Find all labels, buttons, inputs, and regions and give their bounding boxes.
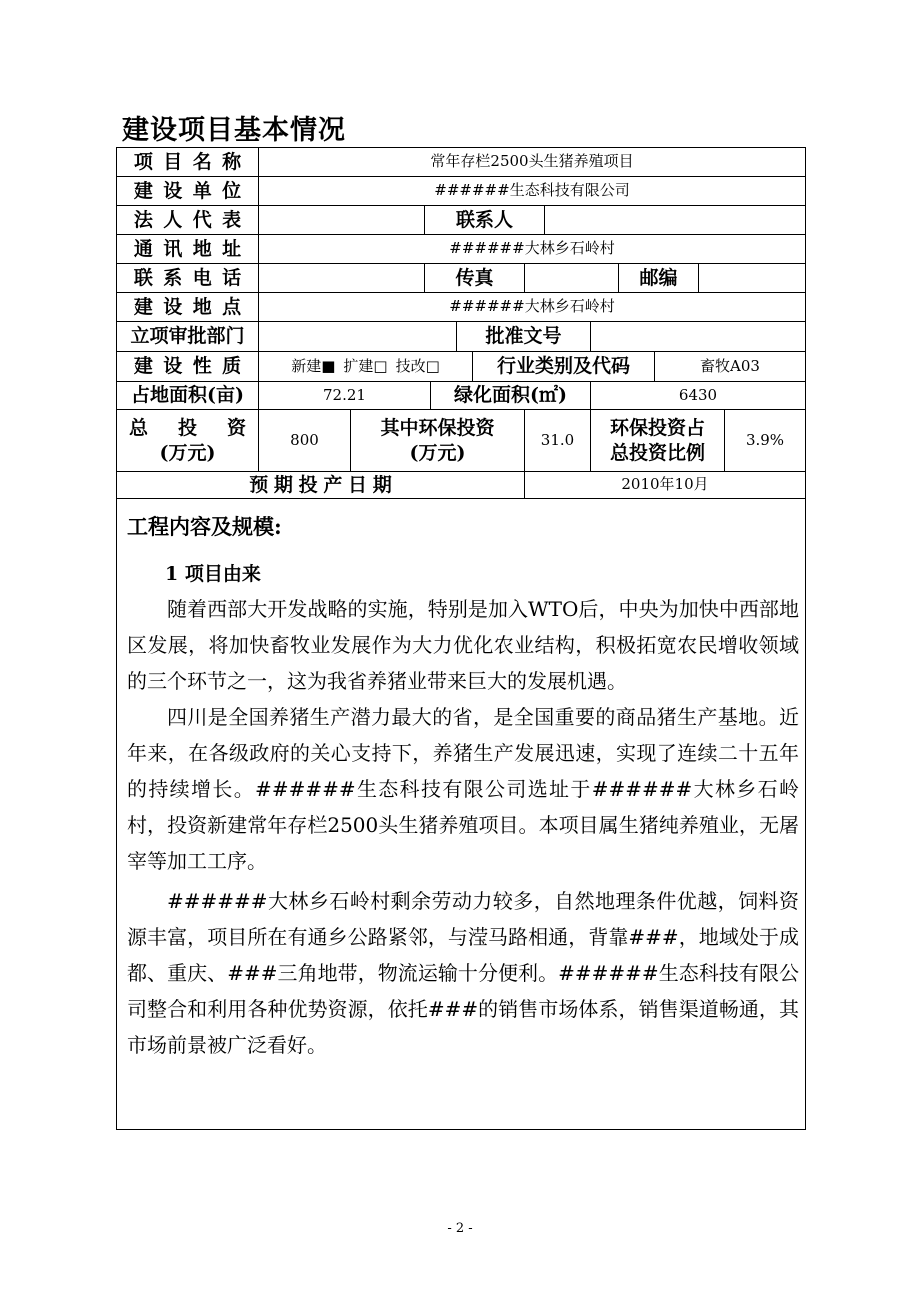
label-approval-doc: 批准文号	[457, 322, 591, 351]
label-project-name: 项目名称	[117, 148, 259, 176]
row-address	[117, 235, 805, 264]
document-title: 建设项目基本情况	[122, 115, 346, 146]
value-approval-doc	[591, 322, 805, 351]
label-phone: 联系电话	[117, 264, 259, 292]
value-contact	[545, 206, 805, 234]
page-number: - 2 -	[447, 1221, 473, 1236]
value-production-date: 2010年10月	[621, 475, 709, 494]
label-contact: 联系人	[425, 206, 545, 234]
row-phone	[117, 264, 805, 293]
option-new[interactable]: 新建■	[291, 356, 336, 375]
row-legal-rep	[117, 206, 805, 235]
value-approval-dept	[259, 322, 457, 351]
label-green-area: 绿化面积(㎡)	[431, 382, 591, 409]
value-phone	[259, 264, 425, 292]
value-construction-unit: ######生态科技有限公司	[434, 181, 630, 200]
value-postcode	[699, 264, 805, 292]
row-area	[117, 382, 805, 410]
label-site: 建设地点	[117, 293, 259, 321]
label-env-investment: 其中环保投资 (万元)	[351, 410, 525, 471]
label-postcode: 邮编	[619, 264, 699, 292]
section-subheading: 1 项目由来	[165, 563, 261, 585]
option-expand[interactable]: 扩建□	[343, 356, 388, 375]
value-industry: 畜牧A03	[700, 356, 760, 375]
label-address: 通讯地址	[117, 235, 259, 263]
value-env-investment: 31.0	[525, 410, 591, 471]
row-nature	[117, 352, 805, 382]
label-legal-rep: 法人代表	[117, 206, 259, 234]
paragraph-2: 四川是全国养猪生产潜力最大的省，是全国重要的商品猪生产基地。近年来，在各级政府的关心支持下，养猪生产发展迅速，实现了连续二十五年的持续增长。######生态科技有限公司选址于######大林乡石岭村，投资新建常年存栏2500头生猪养殖项目。本项目属生猪纯养殖业，无屠宰等加工工序。	[127, 705, 799, 873]
nature-options	[259, 352, 473, 381]
label-construction-unit: 建设单位	[117, 177, 259, 205]
label-env-ratio: 环保投资占 总投资比例	[591, 410, 725, 471]
value-project-name: 常年存栏2500头生猪养殖项目	[430, 152, 634, 171]
value-land-area: 72.21	[259, 382, 431, 409]
label-fax: 传真	[425, 264, 525, 292]
value-address: ######大林乡石岭村	[449, 239, 615, 258]
label-industry: 行业类别及代码	[473, 352, 655, 381]
paragraph-3: ######大林乡石岭村剩余劳动力较多，自然地理条件优越，饲料资源丰富，项目所在有通乡公路紧邻，与滢马路相通，背靠###，地域处于成都、重庆、###三角地带，物流运输十分便利。######生态科技有限公司整合和利用各种优势资源，依托###的销售市场体系，销售渠道畅通，其市场前景被广泛看好。	[127, 889, 799, 1057]
row-production-date	[117, 472, 805, 499]
value-total-investment: 800	[259, 410, 351, 471]
value-green-area: 6430	[678, 385, 718, 404]
value-fax	[525, 264, 619, 292]
label-production-date: 预期投产日期	[117, 472, 525, 498]
section-heading: 工程内容及规模:	[127, 514, 282, 539]
label-land-area: 占地面积(亩)	[117, 382, 259, 409]
paragraph-1: 随着西部大开发战略的实施，特别是加入WTO后，中央为加快中西部地区发展，将加快畜牧业发展作为大力优化农业结构，积极拓宽农民增收领域的三个环节之一，这为我省养猪业带来巨大的发展机遇。	[127, 597, 799, 693]
row-construction-unit	[117, 177, 805, 206]
option-renovate[interactable]: 技改□	[395, 356, 440, 375]
row-site	[117, 293, 805, 322]
label-nature: 建设性质	[117, 352, 259, 381]
label-approval-dept: 立项审批部门	[117, 322, 259, 351]
project-info-form	[116, 147, 806, 1130]
row-approval	[117, 322, 805, 352]
value-env-ratio: 3.9%	[745, 430, 785, 449]
value-site: ######大林乡石岭村	[449, 297, 615, 316]
row-investment	[117, 410, 805, 472]
label-total-investment: 总 投 资 (万元)	[117, 410, 259, 471]
value-legal-rep	[259, 206, 425, 234]
row-project-name	[117, 148, 805, 177]
paragraphs	[127, 591, 799, 1063]
